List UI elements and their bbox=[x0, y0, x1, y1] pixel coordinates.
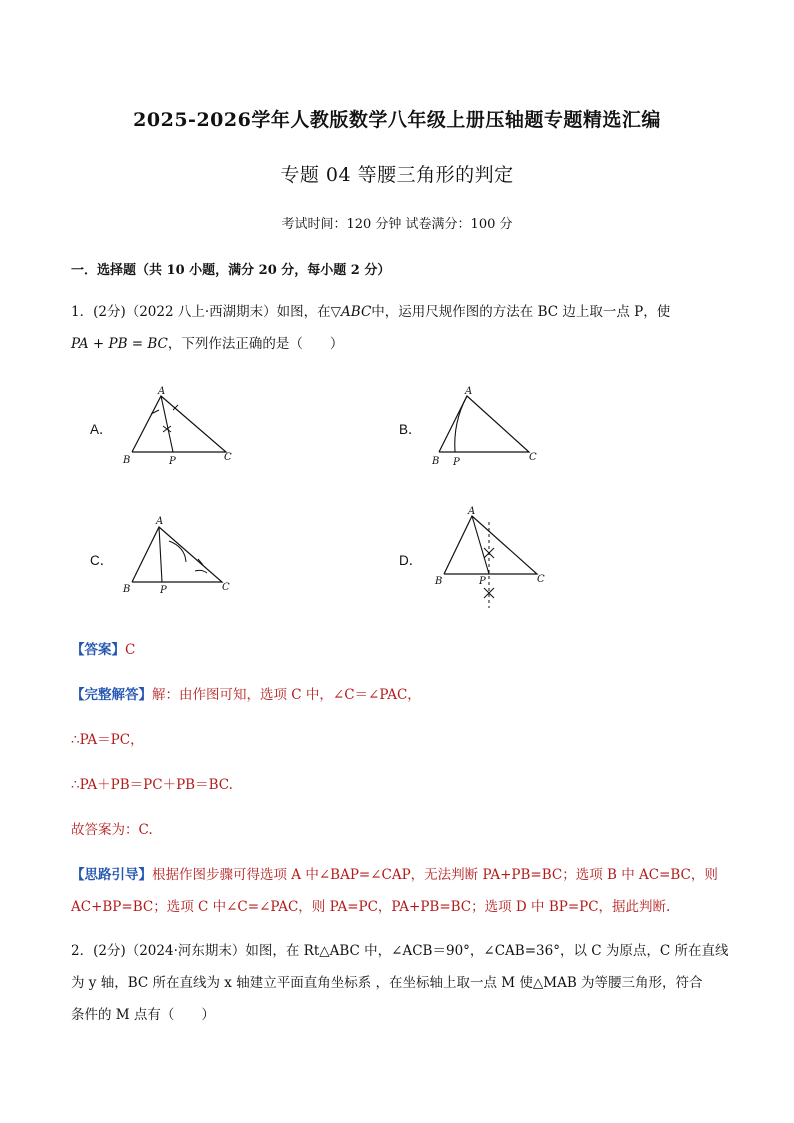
q1-equation: PA + PB = BC bbox=[71, 336, 168, 352]
answer-value: C bbox=[125, 642, 136, 658]
paper-subtitle: 专题 04 等腰三角形的判定 bbox=[280, 164, 514, 186]
option-a-label: A． bbox=[90, 422, 113, 437]
point-p-label: P bbox=[479, 576, 486, 587]
triangle-symbol-icon: ▽ bbox=[330, 304, 342, 320]
point-p-label: P bbox=[160, 585, 167, 596]
q1-stem-line1 bbox=[71, 302, 731, 322]
option-b-label: B． bbox=[399, 422, 422, 437]
hint-tag: 【思路引导】 bbox=[71, 867, 152, 883]
segment-ap bbox=[159, 527, 162, 582]
q1-stem-question: ，下列作法正确的是（ ） bbox=[167, 336, 344, 352]
hint-text-1: 根据作图步骤可得选项 A 中∠BAP=∠CAP，无法判断 PA+PB=BC；选项 B 中 AC=BC，则 bbox=[152, 867, 718, 883]
answer-line bbox=[71, 640, 731, 660]
vertex-a-label: A bbox=[156, 516, 164, 527]
q1-triangle-math: ABC bbox=[341, 304, 372, 320]
option-b-figure bbox=[425, 384, 550, 469]
arc-mark bbox=[169, 541, 186, 562]
arc-ap bbox=[455, 396, 467, 452]
hint-line-1 bbox=[71, 865, 731, 885]
vertex-c-label: C bbox=[537, 574, 545, 585]
option-c-figure bbox=[118, 513, 243, 598]
segment-ap bbox=[472, 516, 489, 574]
q2-stem-line1: 2．(2分)（2024·河东期末）如图，在 Rt△ABC 中，∠ACB＝90°，∠CAB=36°，以 C 为原点，C 所在直线 bbox=[71, 943, 729, 959]
q2-stem-line2: 为 y 轴，BC 所在直线为 x 轴建立平面直角坐标系 ，在坐标轴上取一点 M 使△MAB 为等腰三角形，符合 bbox=[71, 975, 703, 991]
triangle-abc bbox=[132, 527, 222, 582]
vertex-c-label: C bbox=[529, 452, 537, 463]
solution-text-1: 解：由作图可知，选项 C 中，∠C＝∠PAC， bbox=[152, 687, 421, 703]
triangle-abc bbox=[439, 396, 529, 452]
vertex-b-label: B bbox=[432, 456, 440, 467]
option-d-figure bbox=[425, 502, 555, 612]
arc-cross-mark bbox=[484, 548, 494, 558]
vertex-a-label: A bbox=[158, 386, 166, 397]
vertex-b-label: B bbox=[435, 576, 443, 587]
solution-tag: 【完整解答】 bbox=[71, 687, 152, 703]
arc-mark bbox=[195, 570, 207, 573]
section-heading: 一．选择题（共 10 小题，满分 20 分，每小题 2 分） bbox=[71, 263, 391, 278]
option-d-label: D． bbox=[399, 553, 423, 568]
vertex-c-label: C bbox=[224, 452, 232, 463]
option-a-figure bbox=[118, 384, 243, 469]
vertex-b-label: B bbox=[123, 584, 131, 595]
q2-stem-line3: 条件的 M 点有（ ） bbox=[71, 1007, 215, 1023]
q1-stem-post: 中，运用尺规作图的方法在 BC 边上取一点 P，使 bbox=[371, 304, 671, 320]
vertex-a-label: A bbox=[468, 506, 476, 517]
hint-line-2: AC+BP=BC；选项 C 中∠C=∠PAC，则 PA=PC，PA+PB=BC；选项 D 中 BP=PC，据此判断. bbox=[71, 899, 671, 915]
paper-title: 2025-2026学年人教版数学八年级上册压轴题专题精选汇编 bbox=[133, 109, 661, 131]
point-p-label: P bbox=[169, 456, 176, 467]
answer-tag: 【答案】 bbox=[71, 642, 125, 658]
exam-info: 考试时间：120 分钟 试卷满分：100 分 bbox=[281, 217, 513, 232]
triangle-abc bbox=[132, 396, 226, 452]
option-c-label: C． bbox=[90, 553, 114, 568]
vertex-b-label: B bbox=[123, 455, 131, 466]
arc-cross-mark bbox=[163, 426, 171, 432]
q1-stem-line2 bbox=[71, 334, 731, 354]
solution-line-4: 故答案为：C. bbox=[71, 822, 153, 838]
triangle-abc bbox=[444, 516, 537, 574]
q1-stem-pre: 1．(2分)（2022 八上·西湖期末）如图，在 bbox=[71, 304, 331, 320]
solution-line-3: ∴PA＋PB＝PC＋PB＝BC. bbox=[71, 777, 233, 793]
point-p-label: P bbox=[453, 457, 460, 468]
solution-line-2: ∴PA＝PC， bbox=[71, 732, 144, 748]
vertex-a-label: A bbox=[465, 386, 473, 397]
solution-line-1 bbox=[71, 685, 731, 705]
vertex-c-label: C bbox=[222, 582, 230, 593]
